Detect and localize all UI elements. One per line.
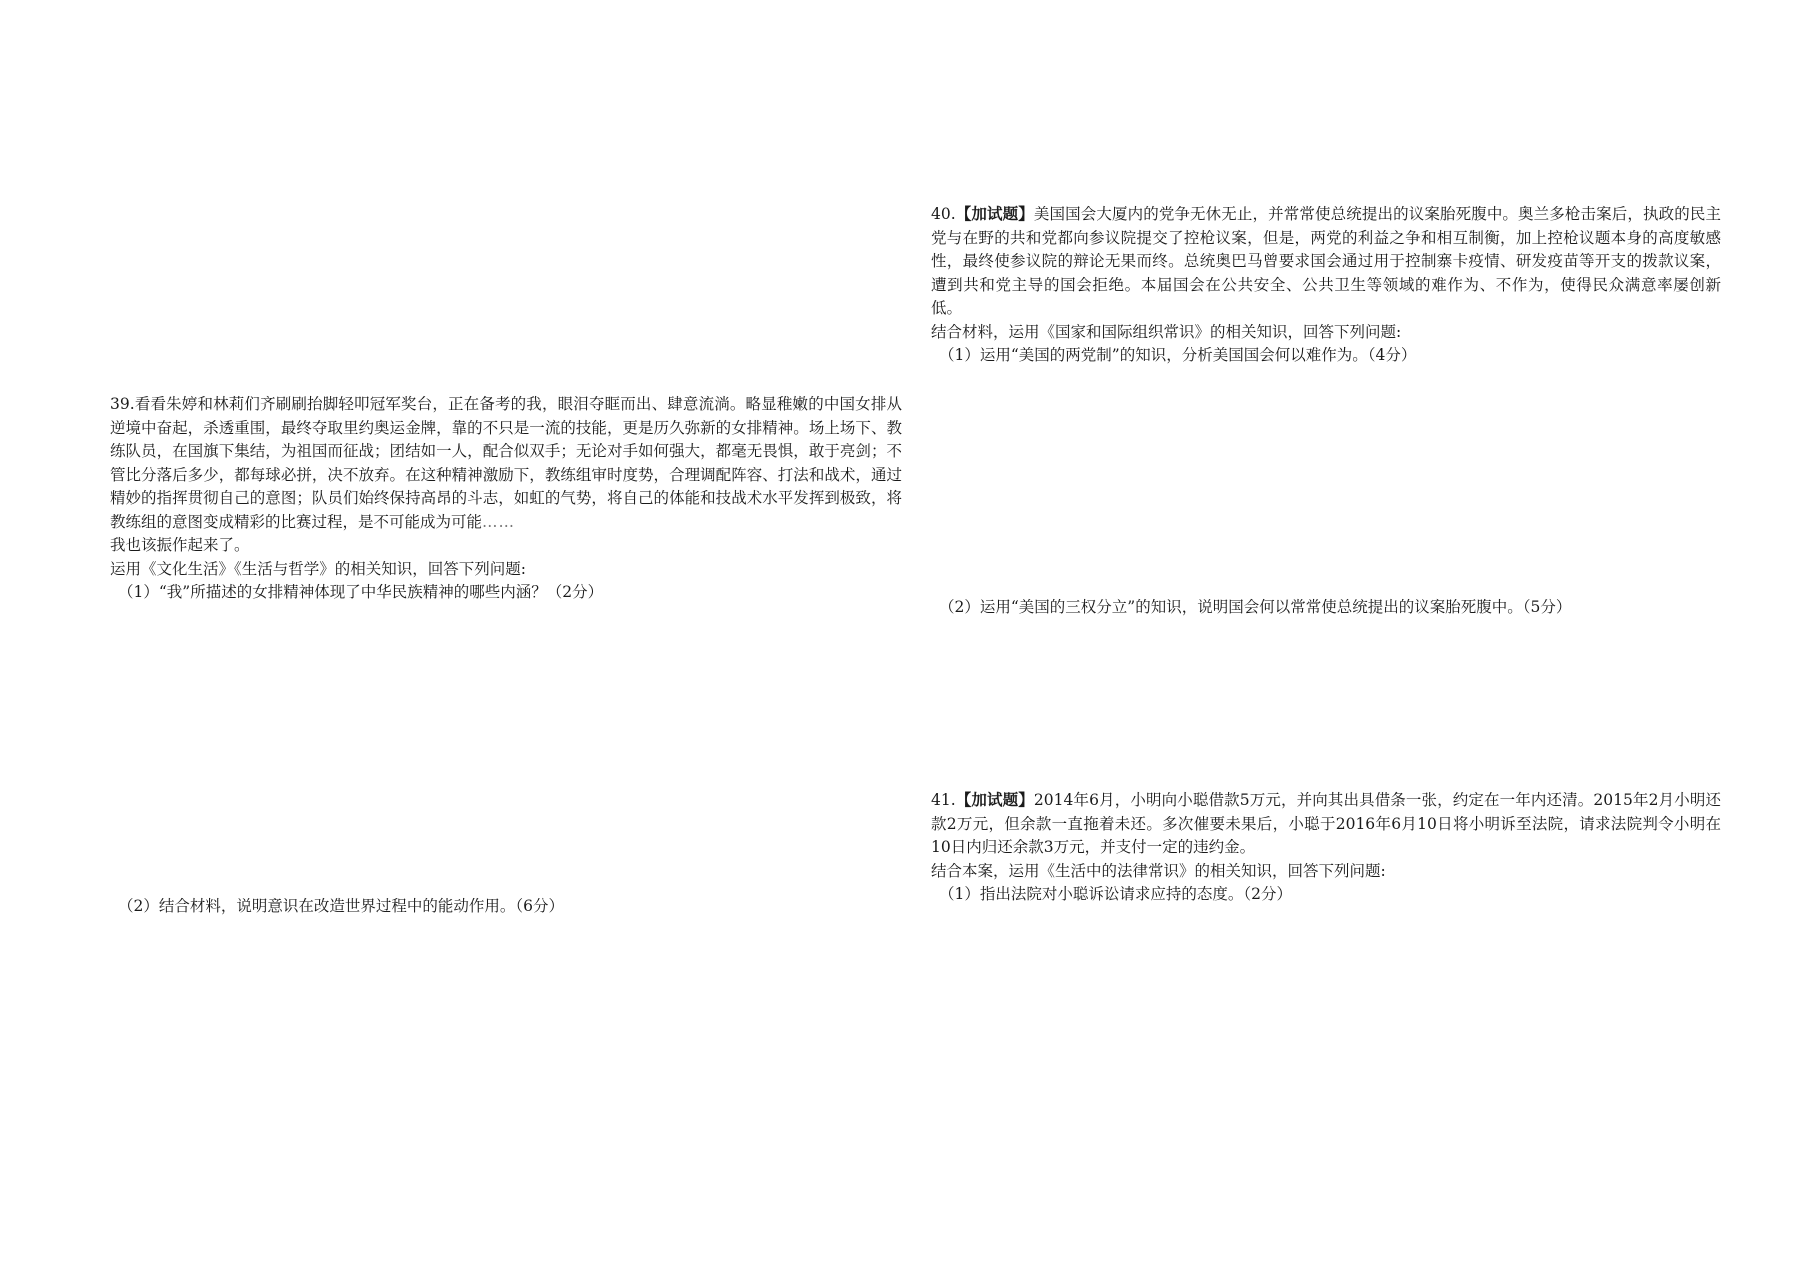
question-41-sub1: （1）指出法院对小聪诉讼请求应持的态度。（2分） xyxy=(939,885,1292,903)
question-41-material: 2014年6月，小明向小聪借款5万元，并向其出具借条一张，约定在一年内还清。2015年2月小明还款2万元，但余款一直拖着未还。多次催要未果后，小聪于2016年6月10日将小明诉至法院，请求法院判令小明在10日内归还余款3万元，并支付一定的违约金。 xyxy=(931,791,1721,856)
question-39-sub2-block xyxy=(110,895,564,919)
question-39-material: 看看朱婷和林莉们齐刷刷抬脚轻叩冠军奖台，正在备考的我，眼泪夺眶而出、肆意流淌。略显稚嫩的中国女排从逆境中奋起，杀透重围，最终夺取里约奥运金牌，靠的不只是一流的技能，更是历久弥新的女排精神。场上场下、教练队员，在国旗下集结，为祖国而征战；团结如一人，配合似双手；无论对手如何强大，都毫无畏惧，敢于亮剑；不管比分落后多少，都每球必拼，决不放弃。在这种精神激励下，教练组审时度势，合理调配阵容、打法和战术，通过精妙的指挥贯彻自己的意图；队员们始终保持高昂的斗志，如虹的气势，将自己的体能和技战术水平发挥到极致，将教练组的意图变成精彩的比赛过程，是不可能成为可能 xyxy=(110,395,902,531)
question-41-stem xyxy=(931,788,1721,860)
question-41 xyxy=(931,788,1721,907)
question-39-sub1: （1）“我”所描述的女排精神体现了中华民族精神的哪些内涵？（2分） xyxy=(118,583,604,601)
question-39-number: 39. xyxy=(110,395,135,413)
question-40-sub2: （2）运用“美国的三权分立”的知识，说明国会何以常常使总统提出的议案胎死腹中。（5分） xyxy=(939,598,1572,616)
question-40-tag: 【加试题】 xyxy=(955,204,1034,223)
question-41-instruction: 结合本案，运用《生活中的法律常识》的相关知识，回答下列问题: xyxy=(931,861,1386,880)
question-41-number: 41. xyxy=(931,791,956,809)
question-39-ellipsis: …… xyxy=(482,512,516,531)
question-40-instruction: 结合材料，运用《国家和国际组织常识》的相关知识，回答下列问题: xyxy=(931,322,1402,341)
question-40 xyxy=(931,202,1721,368)
question-40-stem xyxy=(931,202,1721,321)
question-40-number: 40. xyxy=(931,205,956,223)
question-39-sub2: （2）结合材料，说明意识在改造世界过程中的能动作用。（6分） xyxy=(118,897,564,915)
question-39 xyxy=(110,393,902,605)
question-41-tag: 【加试题】 xyxy=(955,790,1034,809)
question-40-sub1: （1）运用“美国的两党制”的知识，分析美国国会何以难作为。（4分） xyxy=(939,346,1417,364)
question-40-material: 美国国会大厦内的党争无休无止，并常常使总统提出的议案胎死腹中。奥兰多枪击案后，执政的民主党与在野的共和党都向参议院提交了控枪议案，但是，两党的利益之争和相互制衡，加上控枪议题本身的高度敏感性，最终使参议院的辩论无果而终。总统奥巴马曾要求国会通过用于控制寨卡疫情、研发疫苗等开支的拨款议案，遭到共和党主导的国会拒绝。本届国会在公共安全、公共卫生等领域的难作为、不作为，使得民众满意率屡创新低。 xyxy=(931,205,1721,317)
question-40-sub2-block xyxy=(931,596,1571,620)
question-39-instruction: 运用《文化生活》《生活与哲学》的相关知识，回答下列问题: xyxy=(110,559,526,578)
question-39-stem xyxy=(110,393,902,534)
question-39-closing: 我也该振作起来了。 xyxy=(110,536,250,554)
